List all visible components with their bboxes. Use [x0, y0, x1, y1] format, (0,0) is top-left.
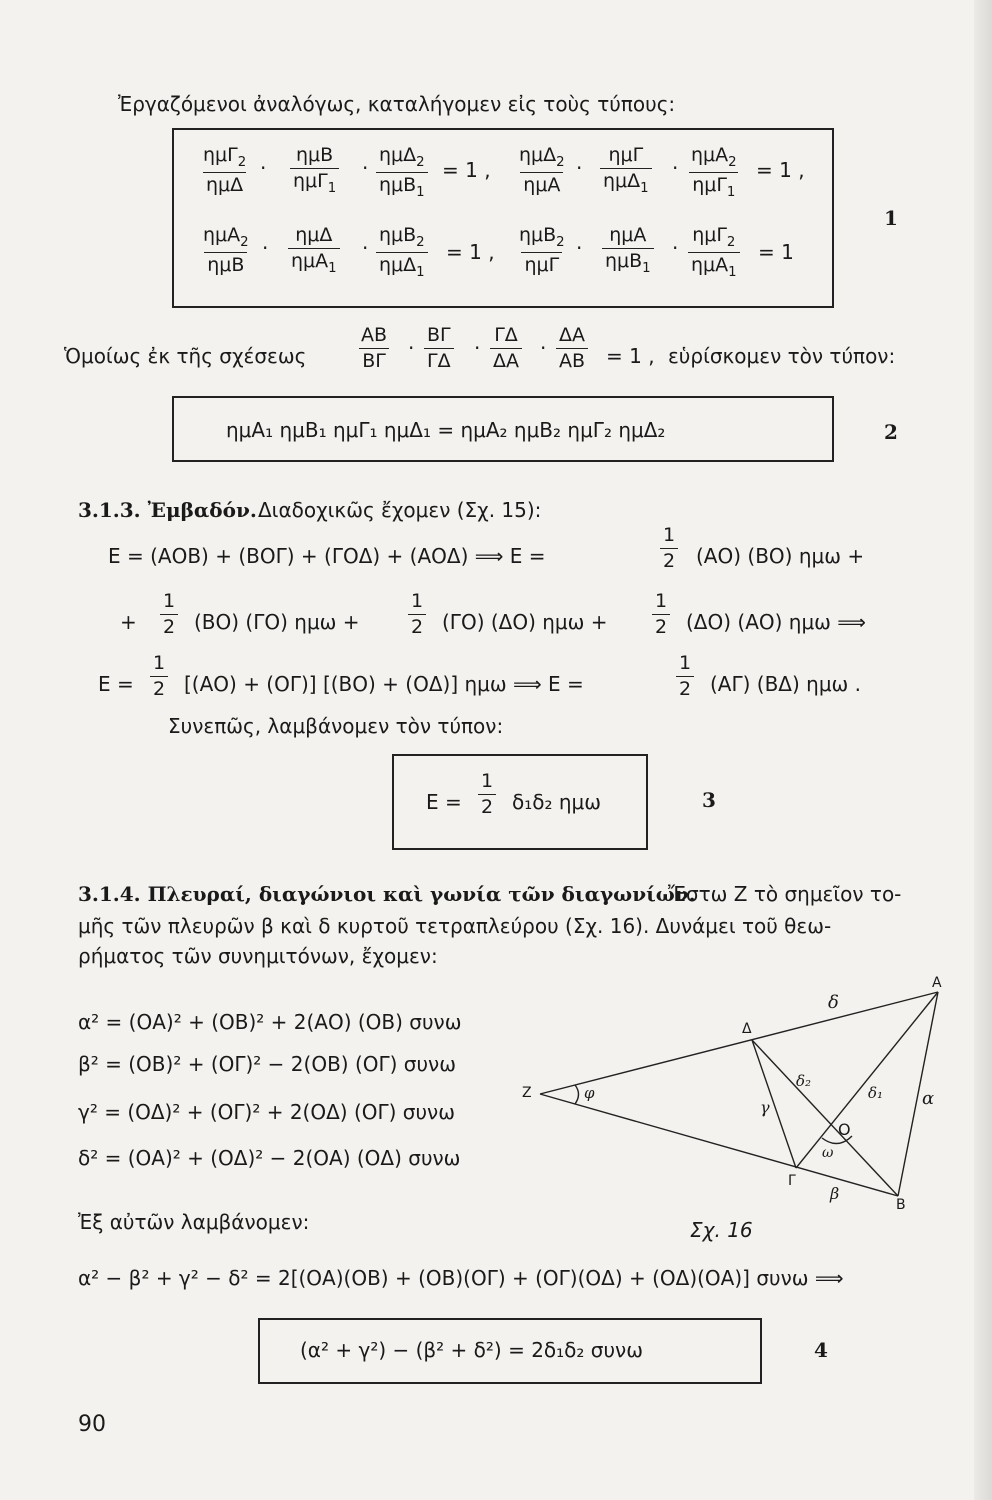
fraction: ημΑ ημΒ$_1$: [602, 226, 654, 275]
similarly-text: Ὁμοίως ἐκ τῆς σχέσεως: [64, 344, 307, 368]
label-delta1: δ₁: [868, 1084, 884, 1102]
label-gamma: γ: [760, 1098, 770, 1117]
section-314-text-3: ρήματος τῶν συνημιτόνων, ἔχομεν:: [78, 944, 438, 968]
label-omega: ω: [822, 1145, 834, 1161]
section-heading-314: 3.1.4. Πλευραί, διαγώνιοι καὶ γωνία τῶν διαγωνίων.: [78, 882, 696, 906]
page-number: 90: [78, 1412, 106, 1437]
line-ZA: [540, 992, 938, 1094]
combined-equation: α² − β² + γ² − δ² = 2[(ΟΑ)(ΟΒ) + (ΟΒ)(ΟΓ) + (ΟΓ)(ΟΔ) + (ΟΔ)(ΟΑ)] συνω ⟹: [78, 1266, 844, 1290]
section-314-text-2: μῆς τῶν πλευρῶν β καὶ δ κυρτοῦ τετραπλεύρου (Σχ. 16). Δυνάμει τοῦ θεω-: [78, 914, 832, 938]
area-line-3-c: (ΑΓ) (ΒΔ) ημω .: [710, 672, 862, 696]
fraction: ημΓ ημΔ$_1$: [600, 146, 652, 195]
equation-number-2: 2: [884, 420, 898, 444]
equation-number-3: 3: [702, 788, 716, 812]
fraction: ημΒ$_2$ ημΓ: [519, 224, 565, 277]
section-314-text-1: Ἔστω Ζ τὸ σημεῖον το-: [668, 882, 902, 906]
equation-number-4: 4: [814, 1338, 828, 1362]
formula-3-rhs: δ₁δ₂ ημω: [512, 790, 602, 814]
fraction: ημΒ ημΓ$_1$: [290, 146, 339, 195]
fraction-half: $\frac{1}{2}$: [150, 654, 168, 699]
section-313-text: Διαδοχικῶς ἔχομεν (Σχ. 15):: [258, 498, 542, 522]
fraction: ημΒ$_2$ ημΔ$_1$: [376, 226, 428, 279]
fraction: $\frac{\Gamma\Delta}{\Delta A}$: [490, 326, 522, 371]
equals-one: = 1 ,: [756, 158, 805, 182]
fraction: ημΑ$_2$ ημΒ: [203, 224, 249, 277]
area-line-2-plus: +: [120, 610, 137, 634]
intro-text: Ἐργαζόμενοι ἀναλόγως, καταλήγομεν εἰς τοὺς τύπους:: [118, 92, 676, 116]
diagonal-DB: [752, 1040, 898, 1196]
diagonal-AG: [796, 992, 938, 1168]
equation-number-1: 1: [884, 206, 898, 230]
fraction-half: $\frac{1}{2}$: [478, 772, 496, 817]
fraction: ημΔ$_2$ ημΒ$_1$: [376, 146, 428, 199]
label-Z: Ζ: [522, 1085, 532, 1101]
equals-one: = 1 ,: [606, 344, 655, 368]
formula-4: (α² + γ²) − (β² + δ²) = 2δ₁δ₂ συνω: [300, 1338, 643, 1362]
fraction: ημΓ$_2$ ημΑ$_1$: [688, 226, 740, 279]
label-delta2: δ₂: [796, 1072, 812, 1090]
figure-caption: Σχ. 16: [690, 1218, 753, 1242]
equals-one: = 1 ,: [442, 158, 491, 182]
area-line-2-c: (ΓΟ) (ΔΟ) ημω +: [442, 610, 608, 634]
fraction: $\frac{AB}{B\Gamma}$: [361, 324, 388, 372]
fraction: $\frac{\Delta A}{AB}$: [556, 326, 588, 371]
area-line-1-tail: (ΑΟ) (ΒΟ) ημω +: [696, 544, 865, 568]
from-these-text: Ἐξ αὐτῶν λαμβάνομεν:: [78, 1210, 310, 1234]
fraction-half: $\frac{1}{2}$: [408, 592, 426, 637]
line-ZB: [540, 1094, 898, 1196]
cosine-eq-gamma: γ² = (ΟΔ)² + (ΟΓ)² + 2(ΟΔ) (ΟΓ) συνω: [78, 1100, 455, 1124]
cosine-eq-alpha: α² = (ΟΑ)² + (ΟΒ)² + 2(ΑΟ) (ΟΒ) συνω: [78, 1010, 462, 1034]
similarly-tail: εὑρίσκομεν τὸν τύπον:: [668, 344, 896, 368]
cosine-eq-delta: δ² = (ΟΑ)² + (ΟΔ)² − 2(ΟΑ) (ΟΔ) συνω: [78, 1146, 461, 1170]
area-line-2-b: (ΒΟ) (ΓΟ) ημω +: [194, 610, 360, 634]
label-O: Ο: [838, 1120, 851, 1139]
page: Ἐργαζόμενοι ἀναλόγως, καταλήγομεν εἰς τοὺς τύπους: ημΓ$_2$ ημΔ · ημΒ ημΓ$_1$ · ημΔ$_2$ ημΒ$_1$ = 1 , ημΔ$_2$ ημΑ · ημΓ ημΔ$_1$ · ημΑ$_2$ ημΓ$_1$ = 1 , ημΑ$_2$ ημΒ · ημΔ ημΑ$_1$ · ημΒ$_2$ ημΔ$_1$ = 1 , ημΒ$_2$ ημΓ · ημΑ ημΒ$_1$ · ημΓ$_2$ ημΑ$_1$ = 1 1 Ὁμοίως ἐκ τῆς σχέσεως $\frac{AB}{B\Gamma}$ · $\frac{B\Gamma}{\Gamma\Delta}$ · $\frac{\Gamma\Delta}{\Delta A}$ · $\frac{\Delta A}{AB}$ = 1 , εὑρίσκομεν τὸν τύπον: ημΑ₁ ημΒ₁ ημΓ₁ ημΔ₁ = ημΑ₂ ημΒ₂ ημΓ₂ ημΔ₂ 2 3.1.3. Ἐμβαδόν. Διαδοχικῶς ἔχομεν (Σχ. 15): Ε = (ΑΟΒ) + (ΒΟΓ) + (ΓΟΔ) + (ΑΟΔ) ⟹ Ε = $\frac{1}{2}$ (ΑΟ) (ΒΟ) ημω + + $\frac{1}{2}$ (ΒΟ) (ΓΟ) ημω + $\frac{1}{2}$ (ΓΟ) (ΔΟ) ημω + $\frac{1}{2}$ (ΔΟ) (ΑΟ) ημω ⟹ Ε = $\frac{1}{2}$ [(ΑΟ) + (ΟΓ)] [(ΒΟ) + (ΟΔ)] ημω ⟹ Ε = $\frac{1}{2}$ (ΑΓ) (ΒΔ) ημω . Συνεπῶς, λαμβάνομεν τὸν τύπον: Ε = $\frac{1}{2}$ δ₁δ₂ ημω 3 3.1.4. Πλευραί, διαγώνιοι καὶ γωνία τῶν διαγωνίων. Ἔστω Ζ τὸ σημεῖον το- μῆς τῶν πλευρῶν β καὶ δ κυρτοῦ τετραπλεύρου (Σχ. 16). Δυνάμει τοῦ θεω- ρήματος τῶν συνημιτόνων, ἔχομεν: α² = (ΟΑ)² + (ΟΒ)² + 2(ΑΟ) (ΟΒ) συνω β² = (ΟΒ)² + (ΟΓ)² − 2(ΟΒ) (ΟΓ) συνω γ² = (ΟΔ)² + (ΟΓ)² + 2(ΟΔ) (ΟΓ) συνω δ² = (ΟΑ)² + (ΟΔ)² − 2(ΟΑ) (ΟΔ) συνω Ἐξ αὐτῶν λαμβάνομεν: Σχ. 16 α² − β² + γ² − δ² = 2[(ΟΑ)(ΟΒ) + (ΟΒ)(ΟΓ) + (ΟΓ)(ΟΔ) + (ΟΔ)(ΟΑ)] συνω ⟹ (α² + γ²) − (β² + δ²) = 2δ₁δ₂ συνω 4 90 Α Β Γ Δ Ο Ζ φ ω α β γ δ δ₁ δ₂: [0, 0, 992, 1500]
fraction-half: $\frac{1}{2}$: [652, 592, 670, 637]
label-phi: φ: [584, 1084, 595, 1102]
section-heading-313: 3.1.3. Ἐμβαδόν.: [78, 498, 257, 522]
label-alpha: α: [922, 1088, 935, 1109]
fraction: ημΓ$_2$ ημΔ: [203, 144, 247, 197]
equals-one: = 1: [758, 240, 794, 264]
equals-one: = 1 ,: [446, 240, 495, 264]
side-gamma: [752, 1040, 796, 1168]
fraction-half: $\frac{1}{2}$: [660, 526, 678, 571]
fraction-half: $\frac{1}{2}$: [160, 592, 178, 637]
label-D: Δ: [742, 1021, 752, 1037]
label-delta: δ: [828, 992, 839, 1013]
consequently-text: Συνεπῶς, λαμβάνομεν τὸν τύπον:: [168, 714, 504, 738]
fraction-half: $\frac{1}{2}$: [676, 654, 694, 699]
cosine-eq-beta: β² = (ΟΒ)² + (ΟΓ)² − 2(ΟΒ) (ΟΓ) συνω: [78, 1052, 456, 1076]
area-line-1: Ε = (ΑΟΒ) + (ΒΟΓ) + (ΓΟΔ) + (ΑΟΔ) ⟹ Ε =: [108, 544, 546, 568]
fraction: $\frac{B\Gamma}{\Gamma\Delta}$: [424, 326, 454, 371]
label-beta: β: [830, 1184, 840, 1203]
area-line-3-a: Ε =: [98, 672, 134, 696]
label-B: Β: [896, 1197, 906, 1213]
fraction: ημΑ$_2$ ημΓ$_1$: [691, 144, 737, 200]
fraction: ημΔ ημΑ$_1$: [288, 226, 340, 275]
formula-3-lhs: Ε =: [426, 790, 462, 814]
area-line-2-d: (ΔΟ) (ΑΟ) ημω ⟹: [686, 610, 866, 634]
fraction: ημΔ$_2$ ημΑ: [519, 144, 565, 197]
label-G: Γ: [788, 1173, 796, 1189]
angle-phi-arc: [575, 1085, 579, 1104]
area-line-3-b: [(ΑΟ) + (ΟΓ)] [(ΒΟ) + (ΟΔ)] ημω ⟹ Ε =: [184, 672, 584, 696]
label-A: Α: [932, 975, 942, 991]
formula-2: ημΑ₁ ημΒ₁ ημΓ₁ ημΔ₁ = ημΑ₂ ημΒ₂ ημΓ₂ ημΔ₂: [226, 418, 666, 442]
